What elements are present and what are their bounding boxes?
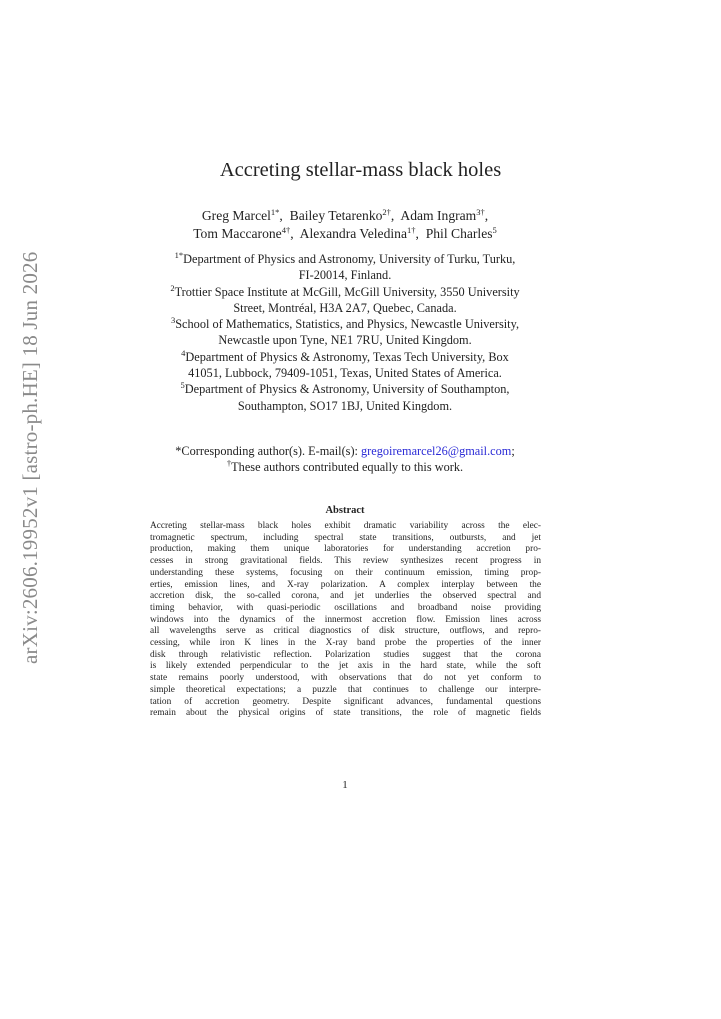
- paper-title: Accreting stellar-mass black holes: [219, 159, 502, 181]
- author-name: Greg Marcel$^{1*}$,: [201, 207, 283, 223]
- equal-contribution-mark: †: [226, 458, 232, 468]
- affiliation-continued: Southampton, SO17 1BJ, United Kingdom.: [237, 398, 453, 413]
- affiliation-list: [130, 251, 560, 414]
- affiliation-continued: Street, Montréal, H3A 2A7, Quebec, Canada.: [233, 300, 457, 315]
- abstract-line: state remains poorly understood, with observations that do not yet conform to: [150, 673, 541, 684]
- abstract-line: windows into the dynamics of the innermost accretion flow. Emission lines across: [150, 614, 541, 625]
- author-name: Tom Maccarone$^{4\dagger}$,: [193, 225, 294, 241]
- author-name: Bailey Tetarenko$^{2\dagger}$,: [289, 207, 395, 223]
- abstract-line: disk through relativistic reflection. Polarization studies suggest that the corona: [150, 649, 541, 660]
- abstract-line: tation of accretion geometry. Despite significant advances, fundamental questions: [150, 696, 541, 707]
- author-list: [130, 207, 560, 243]
- affiliation-continued: FI-20014, Finland.: [298, 268, 392, 283]
- author-name: Alexandra Veledina$^{1\dagger}$,: [299, 225, 419, 241]
- affiliation-continued: Newcastle upon Tyne, NE1 7RU, United Kingdom.: [218, 333, 472, 348]
- abstract-line: tromagnetic spectrum, including spectral state transitions, outbursts, and jet: [150, 532, 541, 543]
- abstract-line: accretion disk, the so-called corona, and jet underlies the observed spectral and: [150, 591, 541, 602]
- abstract-line: cessing, while iron K lines in the X-ray band probe the properties of the inner: [150, 638, 541, 649]
- email-link[interactable]: gregoiremarcel26@gmail.com: [361, 444, 512, 458]
- abstract-line: timing behavior, with quasi-periodic oscillations and broadband noise providing: [150, 602, 541, 613]
- author-name: Adam Ingram$^{3\dagger}$,: [400, 207, 489, 223]
- correspondence-prefix: *Corresponding author(s). E-mail(s):: [175, 444, 362, 458]
- abstract-line: all wavelengths serve as critical diagnostics of disk structure, outflows, and repro-: [150, 626, 541, 637]
- affiliation: $^4$Department of Physics & Astronomy, Texas Tech University, Box: [181, 347, 509, 364]
- correspondence-note: *Corresponding author(s). E-mail(s): gregoiremarcel26@gmail.com; †These authors contributed equally to this work.: [175, 444, 515, 474]
- abstract-line: simple theoretical expectations; a puzzle that continues to challenge our interpre-: [150, 684, 541, 695]
- abstract-line: production, making them unique laboratories for understanding accretion pro-: [150, 544, 541, 555]
- abstract-line: remain about the physical origins of state transitions, the role of magnetic fields: [150, 708, 541, 719]
- abstract-heading: Abstract: [325, 505, 365, 516]
- equal-contribution-note: These authors contributed equally to this work.: [231, 460, 464, 474]
- affiliation-continued: 41051, Lubbock, 79409-1051, Texas, United States of America.: [188, 366, 502, 381]
- affiliation: $^2$Trottier Space Institute at McGill, McGill University, 3550 University: [170, 282, 520, 299]
- affiliation: $^5$Department of Physics & Astronomy, University of Southampton,: [180, 380, 510, 397]
- affiliation: $^{1*}$Department of Physics and Astronomy, University of Turku, Turku,: [174, 250, 516, 266]
- page-number: 1: [342, 779, 348, 791]
- abstract-line: is likely extended perpendicular to the jet axis in the hard state, while the soft: [150, 661, 541, 672]
- abstract-line: Accreting stellar-mass black holes exhibit dramatic variability across the elec-: [150, 521, 541, 531]
- author-name: Phil Charles$^5$: [425, 225, 497, 241]
- abstract-line: erties, emission lines, and X-ray polarization. A complex interplay between the: [150, 579, 541, 590]
- affiliation: $^3$School of Mathematics, Statistics, and Physics, Newcastle University,: [170, 315, 520, 332]
- arxiv-identifier: arXiv:2606.19952v1 [astro-ph.HE] 18 Jun 2026: [18, 251, 42, 664]
- abstract-line: understanding these systems, focusing on their continuum emission, timing prop-: [150, 567, 541, 578]
- abstract-body: [150, 521, 541, 720]
- abstract-line: cesses in strong gravitational fields. This review synthesizes recent progress in: [150, 556, 541, 567]
